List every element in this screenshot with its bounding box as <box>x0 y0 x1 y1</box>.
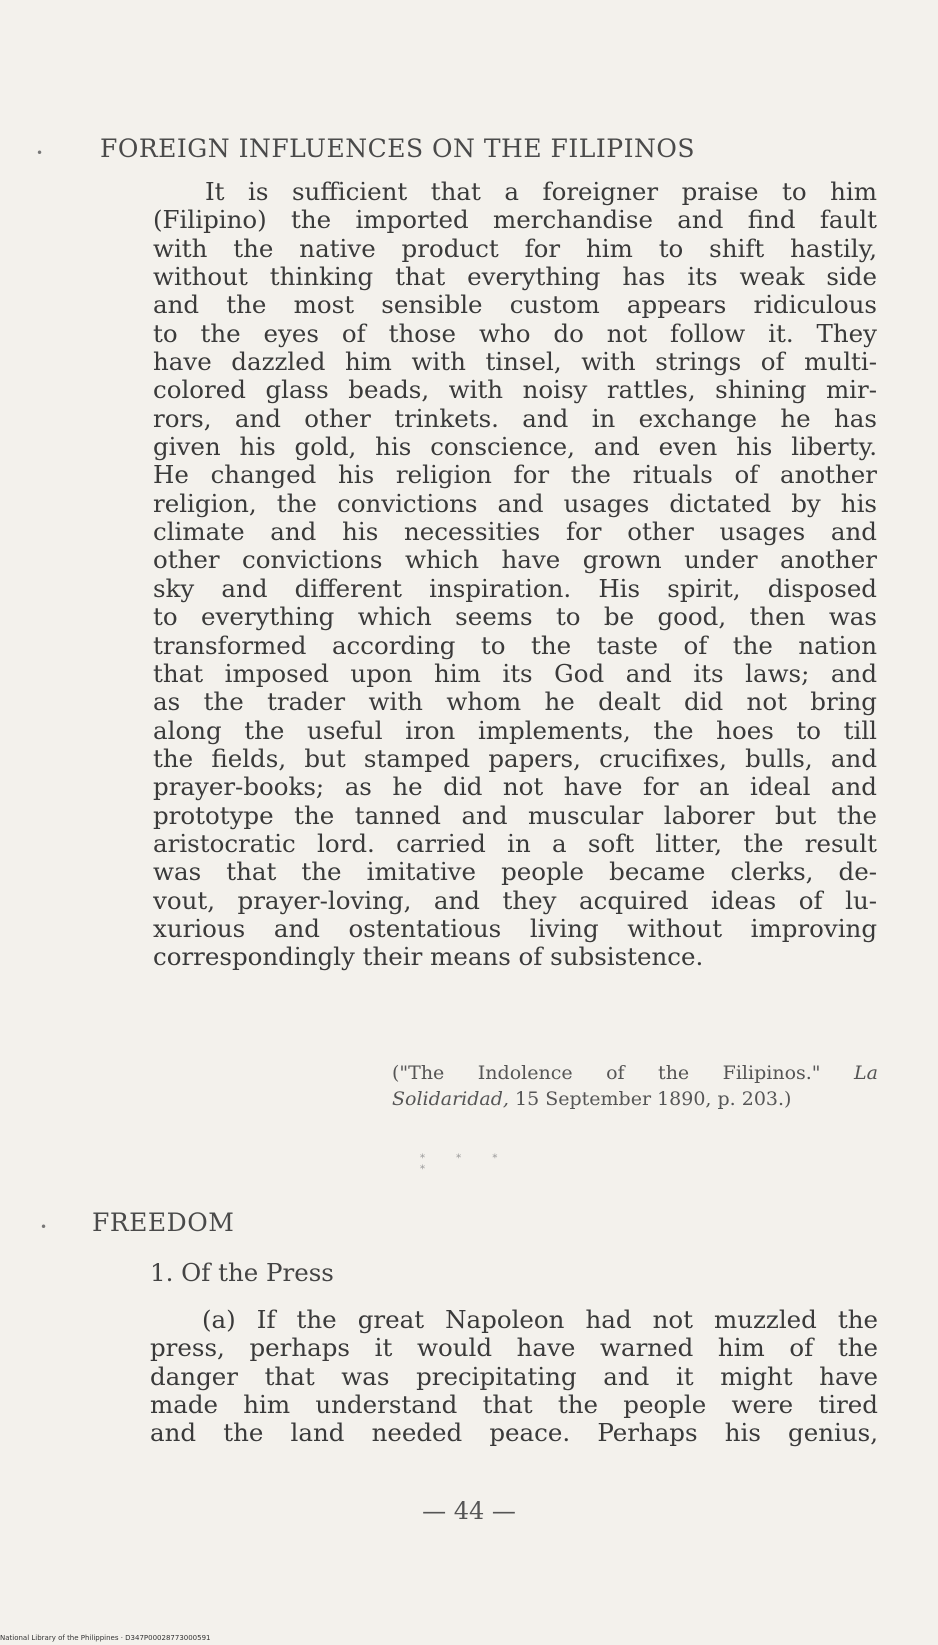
text-line: to everything which seems to be good, then was <box>153 603 877 632</box>
text-line: (a) If the great Napoleon had not muzzled the <box>202 1306 878 1334</box>
paragraph-foreign-influences <box>153 178 877 972</box>
text-line: have dazzled him with tinsel, with strings of multi- <box>153 348 877 377</box>
text-line: colored glass beads, with noisy rattles, shining mir- <box>153 376 877 405</box>
text-line: other convictions which have grown under another <box>153 546 877 575</box>
text-line: the fields, but stamped papers, crucifixes, bulls, and <box>153 744 877 773</box>
text-line: danger that was precipitating and it might have <box>150 1362 878 1391</box>
citation-title: ("The Indolence of the Filipinos." <box>392 1062 821 1084</box>
paragraph-freedom-press <box>150 1306 878 1448</box>
text-line: It is sufficient that a foreigner praise to him <box>205 178 877 206</box>
text-line: vout, prayer-loving, and they acquired ideas of lu- <box>153 886 877 915</box>
margin-mark: • <box>36 146 44 160</box>
text-line: sky and different inspiration. His spirit, disposed <box>153 574 877 603</box>
text-line: along the useful iron implements, the hoes to till <box>153 716 877 745</box>
citation-date-page: 15 September 1890, p. 203.) <box>515 1088 792 1110</box>
text-line: press, perhaps it would have warned him of the <box>150 1334 878 1363</box>
text-line: and the most sensible custom appears ridiculous <box>153 291 877 320</box>
text-line: religion, the convictions and usages dictated by his <box>153 489 877 518</box>
text-line: rors, and other trinkets. and in exchange he has <box>153 404 877 433</box>
text-line: transformed according to the taste of the nation <box>153 631 877 660</box>
text-line: climate and his necessities for other usages and <box>153 518 877 547</box>
text-line: with the native product for him to shift hastily, <box>153 234 877 263</box>
citation-journal-part2: Solidaridad, <box>392 1088 509 1110</box>
text-line: He changed his religion for the rituals of another <box>153 461 877 490</box>
page-number: — 44 — <box>422 1497 516 1525</box>
text-line: made him understand that the people were tired <box>150 1391 878 1420</box>
citation-line <box>392 1086 878 1112</box>
citation-journal-part1: La <box>854 1062 878 1084</box>
section-heading-freedom: FREEDOM <box>92 1208 235 1237</box>
text-line: prayer-books; as he did not have for an ideal and <box>153 773 877 802</box>
text-line: as the trader with whom he dealt did not bring <box>153 688 877 717</box>
section-heading-foreign-influences: FOREIGN INFLUENCES ON THE FILIPINOS <box>100 134 695 163</box>
text-line: without thinking that everything has its weak side <box>153 263 877 292</box>
text-line: and the land needed peace. Perhaps his genius, <box>150 1419 878 1448</box>
text-line: (Filipino) the imported merchandise and find fault <box>153 206 877 235</box>
text-line: aristocratic lord. carried in a soft litter, the result <box>153 829 877 858</box>
margin-mark: • <box>40 1220 48 1234</box>
text-line: correspondingly their means of subsistence. <box>153 943 704 972</box>
text-line: to the eyes of those who do not follow it. They <box>153 319 877 348</box>
citation-line <box>392 1060 878 1086</box>
library-footer: National Library of the Philippines · D347P00028773000591 <box>0 1634 211 1642</box>
text-line: prototype the tanned and muscular laborer but the <box>153 801 877 830</box>
text-line: that imposed upon him its God and its laws; and <box>153 659 877 688</box>
citation <box>392 1060 878 1112</box>
section-separator: * * * * <box>420 1153 512 1175</box>
text-line: given his gold, his conscience, and even his liberty. <box>153 433 877 462</box>
text-line: xurious and ostentatious living without improving <box>153 914 877 943</box>
text-line: was that the imitative people became clerks, de- <box>153 858 877 887</box>
subheading-of-the-press: 1. Of the Press <box>150 1258 334 1287</box>
